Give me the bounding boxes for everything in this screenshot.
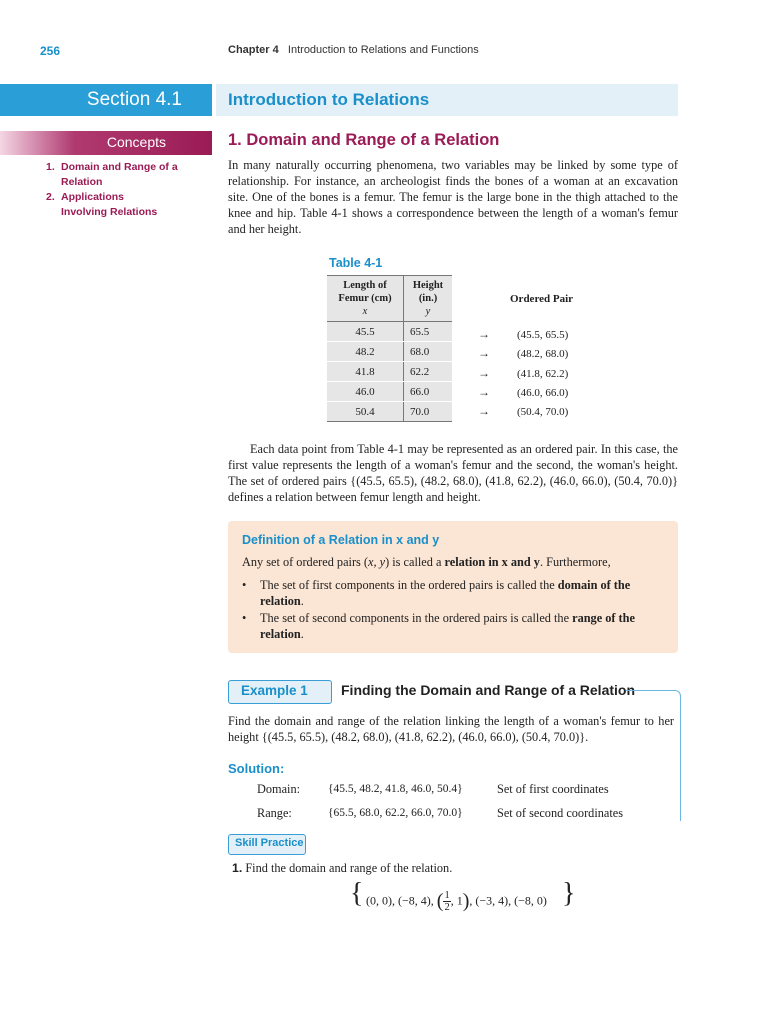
ordered-pair: (45.5, 65.5) xyxy=(517,329,569,341)
fraction xyxy=(443,890,450,913)
header-text: Length of xyxy=(343,280,387,291)
domain-description: Set of first coordinates xyxy=(497,782,609,796)
cell-height: 70.0 xyxy=(404,402,453,422)
skill-practice-badge xyxy=(228,834,306,855)
page-number: 256 xyxy=(40,44,61,58)
table-row xyxy=(327,342,452,362)
definition-statement xyxy=(242,555,672,570)
range-description: Set of second coordinates xyxy=(497,806,624,820)
bullet-term: domain of the relation xyxy=(260,578,631,608)
ordered-pair: (41.8, 62.2) xyxy=(517,368,569,380)
example-frame-line xyxy=(626,690,681,821)
ordered-pair-header: Ordered Pair xyxy=(510,293,574,305)
bullet-text: The set of first components in the ordered pairs is called the xyxy=(260,578,558,592)
chapter-title: Introduction to Relations and Functions xyxy=(287,44,479,56)
domain-label: Domain: xyxy=(257,782,301,796)
range-set: {65.5, 68.0, 62.2, 66.0, 70.0} xyxy=(328,807,463,819)
paren-close: ) xyxy=(462,890,470,912)
arrow-icon: → xyxy=(478,404,490,418)
header-text: Height xyxy=(412,280,444,291)
concept-number: 1. xyxy=(46,161,55,173)
bullet-text: The set of second components in the ordered pairs is called the xyxy=(260,611,573,625)
set-content xyxy=(366,890,547,913)
concept-number: 2. xyxy=(46,191,55,203)
table-row xyxy=(327,322,452,342)
cell-femur: 50.4 xyxy=(327,402,404,422)
cell-femur: 45.5 xyxy=(327,322,404,342)
header-var: y xyxy=(425,306,431,317)
cell-height: 65.5 xyxy=(404,322,453,342)
brace-open: { xyxy=(350,878,364,909)
table-row xyxy=(327,382,452,402)
cell-femur: 41.8 xyxy=(327,362,404,382)
example-problem: Find the domain and range of the relation linking the length of a woman's femur to her height {(45.5, 65.5), (48.2, 68.0), (41.8, 62.2), (46.0, 66.0), (50.4, 70.0)}. xyxy=(228,714,674,744)
body-paragraph: Each data point from Table 4-1 may be represented as an ordered pair. In this case, the first value represents the length of a woman's femur and the second, the woman's height. The set of ordered pairs {(45.5, 65.5), (48.2, 68.0), (41.8, 62.2), (46.0, 66.0), (50.4, 70.0)} defines a relation between femur length and height. xyxy=(228,442,678,504)
intro-paragraph: In many naturally occurring phenomena, two variables may be linked by some type of relationship. For instance, an archeologist finds the bones of a woman at an excavation site. One of the bones is a femur. The femur is the large bone in the thigh attached to the knee and hip. Table 4-1 shows a correspondence between the length of a woman's femur and her height. xyxy=(228,158,678,236)
ordered-pair: (46.0, 66.0) xyxy=(517,387,569,399)
cell-height: 62.2 xyxy=(404,362,453,382)
bullet-icon: • xyxy=(242,578,247,592)
example-badge xyxy=(228,680,332,704)
example-badge-label: Example 1 xyxy=(241,683,308,698)
set-part: , 1 xyxy=(450,893,463,908)
fraction-numerator: 1 xyxy=(444,890,450,901)
paren-open: ( xyxy=(436,890,444,912)
concept-text: Applications Involving Relations xyxy=(61,191,158,218)
header-var: x xyxy=(362,306,368,317)
domain-set: {45.5, 48.2, 41.8, 46.0, 50.4} xyxy=(328,783,463,795)
section-tab-label: Section 4.1 xyxy=(86,89,182,110)
arrow-icon: → xyxy=(478,366,490,380)
cell-height: 68.0 xyxy=(404,342,453,362)
bullet-icon: • xyxy=(242,611,247,625)
table-header-femur xyxy=(327,276,404,322)
def-term: relation in x and y xyxy=(444,555,540,569)
skill-practice-label: Skill Practice xyxy=(235,837,304,849)
table-row xyxy=(327,362,452,382)
bullet-text: . xyxy=(300,627,304,641)
def-text: ) is called a xyxy=(385,555,445,569)
definition-bullet xyxy=(242,610,668,644)
arrow-icon: → xyxy=(478,346,490,360)
bullet-text: . xyxy=(300,594,304,608)
brace-close: } xyxy=(562,878,576,909)
ordered-pair: (50.4, 70.0) xyxy=(517,406,569,418)
header-text: Femur (cm) xyxy=(338,293,392,304)
header-text: (in.) xyxy=(418,293,438,304)
arrow-icon: → xyxy=(478,385,490,399)
table-header-height xyxy=(404,276,453,322)
section-title-bar xyxy=(216,84,678,116)
definition-title: Definition of a Relation in x and y xyxy=(242,533,440,547)
skill-practice-question xyxy=(232,861,452,876)
chapter-label: Chapter 4 xyxy=(228,44,279,56)
definition-bullet xyxy=(242,577,668,611)
def-text: . Furthermore, xyxy=(539,555,611,569)
chapter-header xyxy=(228,44,479,56)
cell-femur: 48.2 xyxy=(327,342,404,362)
example-title: Finding the Domain and Range of a Relation xyxy=(341,682,636,698)
subsection-heading: 1. Domain and Range of a Relation xyxy=(228,131,500,149)
def-text: Any set of ordered pairs ( xyxy=(242,555,369,569)
set-part: (0, 0), (−8, 4), xyxy=(366,893,434,908)
question-number: 1. xyxy=(232,861,243,875)
concepts-label: Concepts xyxy=(106,134,166,150)
cell-height: 66.0 xyxy=(404,382,453,402)
fraction-denominator: 2 xyxy=(444,902,450,913)
cell-femur: 46.0 xyxy=(327,382,404,402)
def-text-xy: x, y xyxy=(368,555,386,569)
arrow-icon: → xyxy=(478,327,490,341)
bullet-term: range of the relation xyxy=(260,611,635,641)
question-text: Find the domain and range of the relation. xyxy=(245,861,453,875)
solution-label: Solution: xyxy=(228,761,285,776)
range-label: Range: xyxy=(257,806,292,820)
table-row xyxy=(327,402,452,422)
section-tab xyxy=(0,84,212,116)
concepts-header xyxy=(0,131,212,155)
ordered-pair: (48.2, 68.0) xyxy=(517,348,569,360)
table-title: Table 4-1 xyxy=(329,256,383,270)
section-title: Introduction to Relations xyxy=(228,90,430,109)
concept-text: Domain and Range of a Relation xyxy=(61,161,178,188)
set-part: , (−3, 4), (−8, 0) xyxy=(469,893,547,908)
data-table xyxy=(327,275,452,422)
